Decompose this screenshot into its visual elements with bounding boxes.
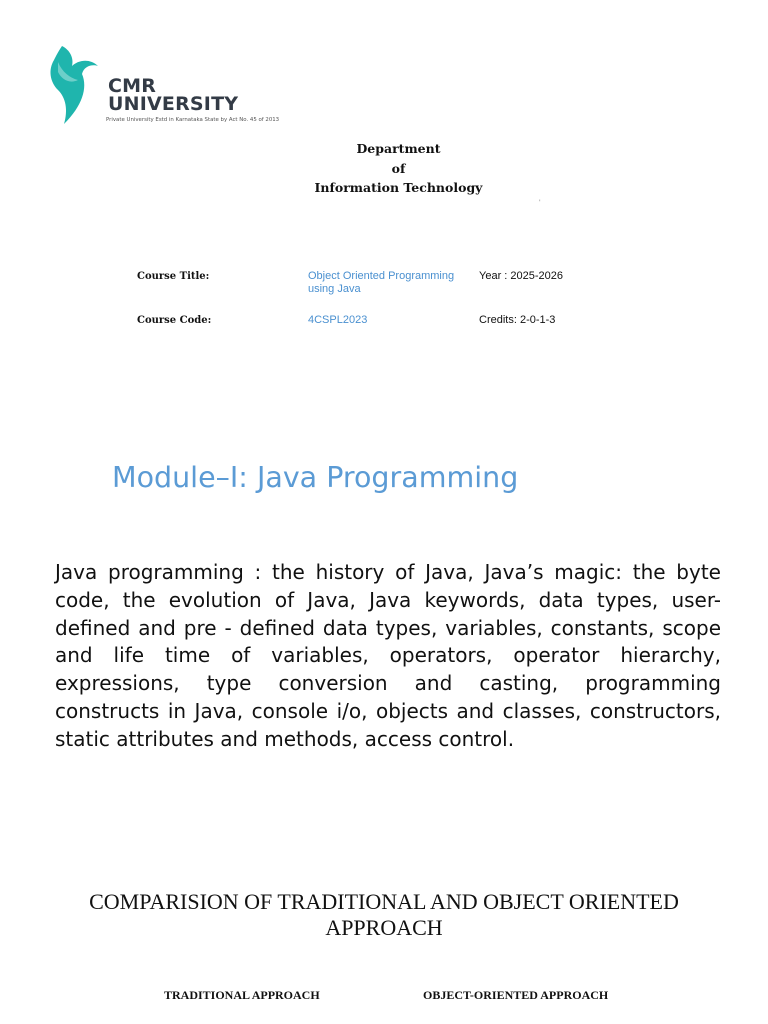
stray-mark: ' — [539, 199, 541, 206]
academic-year: Year : 2025-2026 — [479, 270, 563, 282]
traditional-approach-heading: TRADITIONAL APPROACH — [164, 988, 320, 1002]
department-line1: Department — [356, 141, 441, 156]
university-tagline: Private University Estd in Karnataka State by Act No. 45 of 2013 — [106, 117, 280, 123]
course-title-value: Object Oriented Programming using Java — [308, 270, 455, 295]
swan-icon — [48, 44, 104, 128]
comparison-heading: COMPARISION OF TRADITIONAL AND OBJECT ORIENTED APPROACH — [89, 889, 679, 940]
object-oriented-approach-heading: OBJECT-ORIENTED APPROACH — [423, 988, 609, 1002]
course-credits: Credits: 2-0-1-3 — [479, 314, 556, 326]
department-line3: Information Technology — [314, 180, 483, 195]
module-title: Module–I: Java Programming — [112, 461, 519, 494]
course-code-value: 4CSPL2023 — [308, 314, 368, 326]
course-title-label: Course Title: — [137, 271, 210, 282]
university-name — [108, 77, 238, 113]
module-description: Java programming : the history of Java, Java’s magic: the byte code, the evolution of Java, Java keywords, data types, user-defined and pre - defined data types, variables, constants, scope and life time of variables, operators, operator hierarchy, expressions, type conversion and casting, programming constructs in Java, console i/o, objects and classes, constructors, static attributes and methods, access control. — [55, 560, 721, 751]
department-heading — [0, 139, 768, 198]
university-name-line1: CMR — [108, 75, 157, 97]
university-logo — [48, 44, 298, 128]
university-name-line2: UNIVERSITY — [108, 93, 239, 115]
department-line2: of — [391, 160, 406, 176]
course-code-label: Course Code: — [137, 315, 212, 326]
